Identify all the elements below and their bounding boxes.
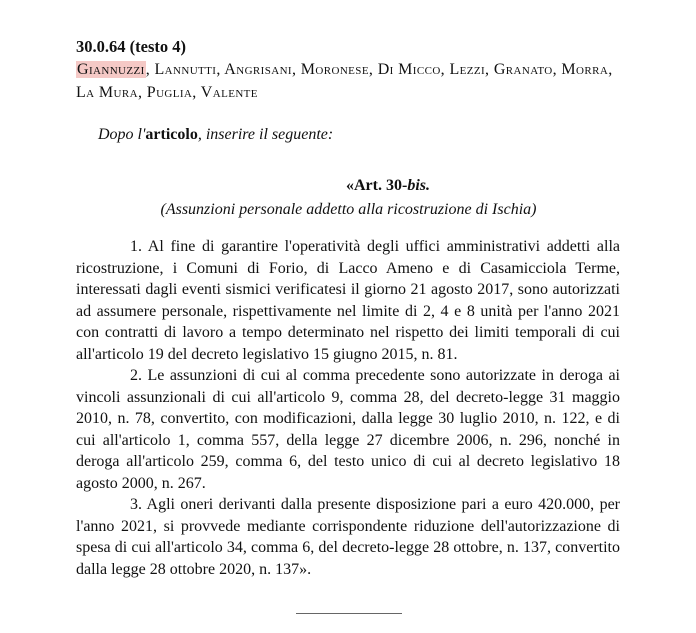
article-title-prefix: «Art. 30-: [346, 177, 408, 194]
article-title: [0, 177, 696, 195]
article-body: [76, 236, 620, 580]
instruction-before: Dopo l': [98, 126, 146, 143]
amendment-instruction: [98, 126, 333, 144]
article-subtitle: (Assunzioni personale addetto alla ricostruzione di Ischia): [160, 201, 537, 218]
instruction-after: , inserire il seguente:: [197, 126, 334, 143]
highlighted-author: Giannuzzi: [77, 61, 145, 78]
paragraph-2: 2. Le assunzioni di cui al comma precedente sono autorizzate in deroga ai vincoli assunzionali di cui all'articolo 9, comma 28, del decreto-legge 31 maggio 2010, n. 78, convertito, con modificazioni, dalla legge 30 luglio 2010, n. 122, e di cui all'articolo 1, comma 557, della legge 27 dicembre 2006, n. 296, nonché in deroga all'articolo 259, comma 6, del testo unico di cui al decreto legislativo 18 agosto 2000, n. 267.: [76, 367, 620, 492]
paragraph-3: 3. Agli oneri derivanti dalla presente disposizione pari a euro 420.000, per l'anno 2021, si provvede mediante corrispondente riduzione dell'autorizzazione di spesa di cui all'articolo 34, comma 6, del decreto-legge 28 ottobre, n. 137, convertito dalla legge 28 ottobre 2020, n. 137».: [76, 496, 620, 578]
paragraph-1: 1. Al fine di garantire l'operatività degli uffici amministrativi addetti alla ricostruzione, i Comuni di Forio, di Lacco Ameno e di Casamicciola Terme, interessati dagli eventi sismici verificatesi il giorno 21 agosto 2017, sono autorizzati ad assumere personale, rispettivamente nel limite di 2, 4 e 8 unità per l'anno 2021 con contratti di lavoro a tempo determinato nel rispetto dei limiti temporali di cui all'articolo 19 del decreto legislativo 15 giugno 2015, n. 81.: [76, 238, 620, 363]
article-title-suffix: bis.: [407, 177, 430, 194]
instruction-keyword: articolo: [145, 126, 198, 143]
amendment-id: 30.0.64 (testo 4): [76, 37, 186, 56]
footer-divider: [296, 613, 402, 614]
authors-list: [76, 58, 621, 104]
other-authors: , Lannutti, Angrisani, Moronese, Di Micco, Lezzi, Granato, Morra, La Mura, Puglia, Valente: [76, 61, 613, 101]
